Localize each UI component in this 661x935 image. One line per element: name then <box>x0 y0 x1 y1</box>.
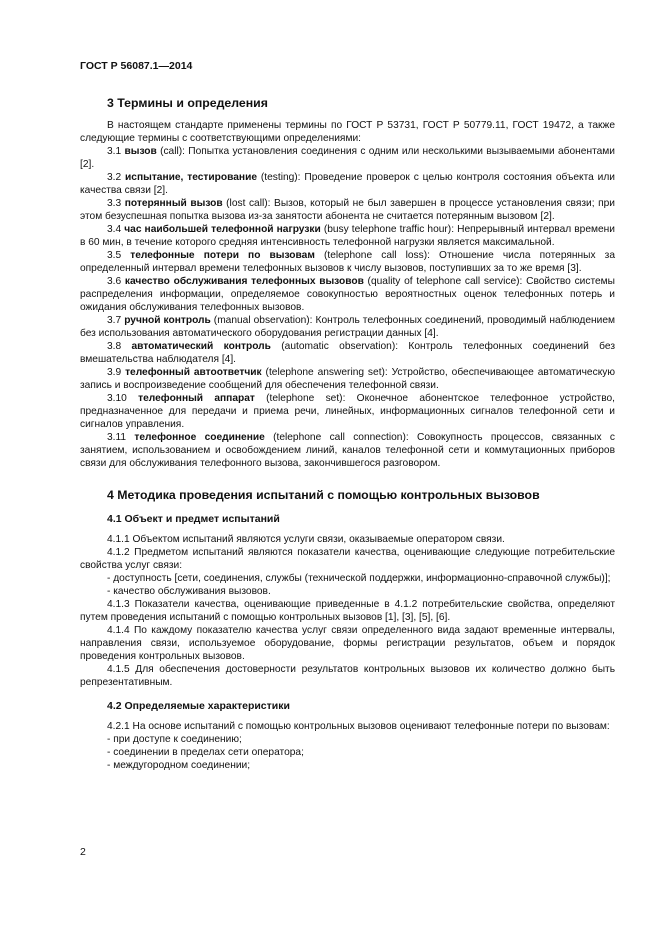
term-number: 3.10 <box>107 393 139 404</box>
term-number: 3.11 <box>107 432 135 443</box>
list-item: - при доступе к соединению; <box>107 734 242 745</box>
term-text: (quality of telephone call service): Свойство системы распределения информации, определяемое совокупностью вероятностных оценок телефонных потерь и ожидания обслуживания телефонных вызовов. <box>80 276 615 313</box>
term-text: (telephone set): Оконечное абонентское телефонное устройство, предназначенное для передачи и приема речи, линейных, информационных сигналов телефонной сети и сигналов управления. <box>80 393 615 430</box>
term-definition <box>80 366 615 392</box>
term-name: испытание, тестирование <box>125 172 258 183</box>
term-definition <box>80 223 615 249</box>
term-text: (automatic observation): Контроль телефонных соединений без вмешательства наблюдателя [4]. <box>80 341 615 365</box>
term-name: автоматический контроль <box>131 341 271 352</box>
term-number: 3.3 <box>107 198 125 209</box>
paragraph-4-1-1: 4.1.1 Объектом испытаний являются услуги связи, оказываемые оператором связи. <box>107 534 505 545</box>
term-number: 3.8 <box>107 341 132 352</box>
term-number: 3.1 <box>107 146 125 157</box>
term-definition <box>80 314 615 340</box>
term-text: (telephone call connection): Совокупность процессов, связанных с занятием, использованием и освобождением линий, каналов телефонной сети и коммутационных приборов связи для обслуживания телефонного вызова, закончившегося разговором. <box>80 432 615 469</box>
document-body <box>80 96 615 772</box>
list-item: - доступность [сети, соединения, службы (технической поддержки, информационно-справочной службы)]; <box>107 573 611 584</box>
document-code: ГОСТ Р 56087.1—2014 <box>80 60 193 72</box>
paragraph-4-1-4: 4.1.4 По каждому показателю качества услуг связи определенного вида задают временные интервалы, направления связи, используемое оборудование, формы регистрации результатов, объем и порядок проведения контрольных вызовов. <box>80 625 615 662</box>
term-number: 3.6 <box>107 276 125 287</box>
term-text: (testing): Проведение проверок с целью контроля состояния объекта или качества связи [2]. <box>80 172 615 196</box>
term-definition <box>80 171 615 197</box>
term-definition <box>80 275 615 314</box>
paragraph-4-1-2: 4.1.2 Предметом испытаний являются показатели качества, оценивающие следующие потребительские свойства услуг связи: <box>80 547 615 571</box>
term-definition <box>80 431 615 470</box>
paragraph-4-1-5: 4.1.5 Для обеспечения достоверности результатов контрольных вызовов их количество должно быть репрезентативным. <box>80 664 615 688</box>
term-name: потерянный вызов <box>124 198 223 209</box>
term-text: (manual observation): Контроль телефонных соединений, проводимый наблюдением без использования автоматического оборудования регистрации данных [4]. <box>80 315 615 339</box>
paragraph-4-2-1: 4.2.1 На основе испытаний с помощью контрольных вызовов оценивают телефонные потери по вызовам: <box>107 721 610 732</box>
section-3-intro: В настоящем стандарте применены термины по ГОСТ Р 53731, ГОСТ Р 50779.11, ГОСТ 19472, а также следующие термины с соответствующими определениями: <box>80 120 615 144</box>
term-name: вызов <box>124 146 157 157</box>
page-number: 2 <box>80 846 86 858</box>
list-item: - междугородном соединении; <box>107 760 251 771</box>
term-name: час наибольшей телефонной нагрузки <box>124 224 321 235</box>
term-number: 3.5 <box>107 250 131 261</box>
terms-list <box>80 145 615 470</box>
term-text: (busy telephone traffic hour): Непрерывный интервал времени в 60 мин, в течение которого средняя интенсивность телефонной нагрузки является максимальной. <box>80 224 615 248</box>
term-definition <box>80 145 615 171</box>
section-4-title: 4 Методика проведения испытаний с помощью контрольных вызовов <box>107 488 540 502</box>
term-text: (lost call): Вызов, который не был завершен в процессе установления связи; при этом безуспешная попытка вызова из-за занятости абонента не считается потерянным вызовом [2]. <box>80 198 615 222</box>
subsection-4-1-title: 4.1 Объект и предмет испытаний <box>107 513 280 525</box>
term-definition <box>80 340 615 366</box>
term-text: (call): Попытка установления соединения с одним или несколькими вызываемыми абонентами [2]. <box>80 146 615 170</box>
paragraph-4-1-3: 4.1.3 Показатели качества, оценивающие приведенные в 4.1.2 потребительские свойства, определяют путем проведения испытаний с помощью контрольных вызовов [1], [3], [5], [6]. <box>80 599 615 623</box>
term-number: 3.9 <box>107 367 126 378</box>
term-definition <box>80 197 615 223</box>
subsection-4-2-title: 4.2 Определяемые характеристики <box>107 700 290 712</box>
term-text: (telephone call loss): Отношение числа потерянных за определенный интервал времени телефонных вызовов к числу вызовов, поступивших за то же время [3]. <box>80 250 615 274</box>
list-item: - качество обслуживания вызовов. <box>107 586 271 597</box>
term-text: (telephone answering set): Устройство, обеспечивающее автоматическую запись и воспроизведение сообщений для обеспечения телефонной связи. <box>80 367 615 391</box>
list-item: - соединении в пределах сети оператора; <box>107 747 304 758</box>
term-definition <box>80 249 615 275</box>
term-name: телефонный автоответчик <box>125 367 262 378</box>
section-3-title: 3 Термины и определения <box>107 96 268 110</box>
term-number: 3.7 <box>107 315 125 326</box>
term-number: 3.2 <box>107 172 126 183</box>
term-number: 3.4 <box>107 224 125 235</box>
term-name: телефонные потери по вызовам <box>130 250 315 261</box>
term-name: качество обслуживания телефонных вызовов <box>124 276 364 287</box>
term-name: ручной контроль <box>124 315 211 326</box>
term-definition <box>80 392 615 431</box>
term-name: телефонное соединение <box>134 432 265 443</box>
term-name: телефонный аппарат <box>138 393 255 404</box>
